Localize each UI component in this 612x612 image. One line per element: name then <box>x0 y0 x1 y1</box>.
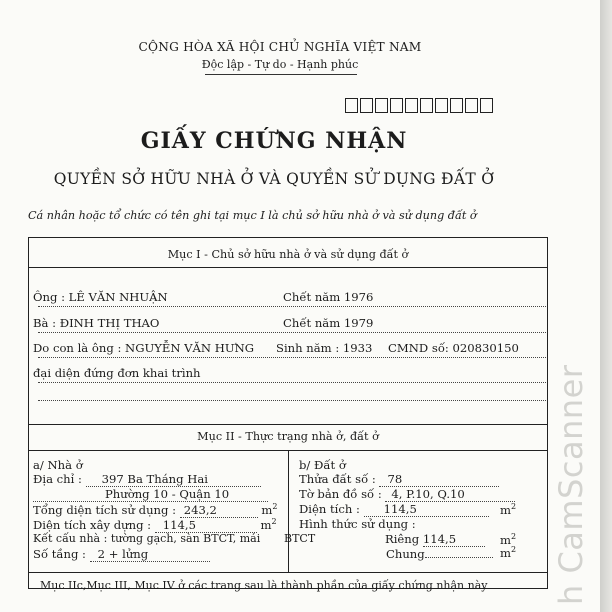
id-number: 020830150 <box>452 341 519 355</box>
total-area-row <box>33 502 278 518</box>
section1-title: Mục I - Chủ sở hữu nhà ở và sử dụng đất ở <box>167 248 409 261</box>
representative-birth <box>276 341 372 355</box>
owner1-row <box>33 290 168 304</box>
dotted-line <box>38 400 546 401</box>
owner1-label: Ông : <box>33 290 69 304</box>
land-area-value: 114,5 <box>383 502 417 516</box>
section1-divider <box>28 267 548 268</box>
owner1-death-year: 1976 <box>343 290 374 304</box>
unit-sup: 2 <box>511 502 517 511</box>
representative-label: Do con là ông : <box>33 341 126 355</box>
certificate-title: GIẤY CHỨNG NHẬN <box>140 128 408 154</box>
build-area-row <box>33 517 277 533</box>
serial-number-boxes <box>345 98 495 113</box>
unit-sup: 2 <box>272 502 278 511</box>
floors-value: 2 + lửng <box>97 547 149 561</box>
unit-m: m <box>500 502 511 517</box>
unit-sup: 2 <box>511 545 517 554</box>
owner2-row <box>33 316 159 330</box>
total-area-label: Tổng diện tích sử dụng : <box>33 502 180 517</box>
owner2-name: ĐINH THỊ THAO <box>59 316 160 330</box>
structure-label: Kết cấu nhà : <box>33 532 111 545</box>
section2-title: Mục II - Thực trạng nhà ở, đất ở <box>197 430 379 443</box>
floors-label: Số tầng : <box>33 547 90 561</box>
land-area-row <box>299 502 489 517</box>
shared-row <box>386 547 493 561</box>
id-label: CMND số: <box>388 341 453 355</box>
map-label: Tờ bản đồ số : <box>299 487 386 501</box>
total-area-value: 243,2 <box>183 502 217 517</box>
structure-cont: BTCT <box>284 532 316 545</box>
page-edge <box>600 0 612 612</box>
dotted-line <box>38 357 546 358</box>
birth-label: Sinh năm : <box>276 341 343 355</box>
owner1-death-label: Chết năm <box>283 290 344 304</box>
unit-m: m <box>500 545 511 560</box>
owner2-death-label: Chết năm <box>283 316 344 330</box>
intro-text: Cá nhân hoặc tổ chức có tên ghi tại mục I là chủ sở hữu nhà ở và sử dụng đất ở <box>28 209 477 222</box>
shared-label: Chung <box>386 547 425 561</box>
shared-unit <box>500 545 516 560</box>
private-value: 114,5 <box>422 532 457 546</box>
owner2-death <box>283 316 373 330</box>
country-header: CỘNG HÒA XÃ HỘI CHỦ NGHĨA VIỆT NAM <box>138 40 422 54</box>
address-row2 <box>33 487 268 502</box>
build-area-label: Diện tích xây dựng : <box>33 517 155 532</box>
representative-row <box>33 341 254 355</box>
dotted-line <box>38 306 546 307</box>
land-area-label: Diện tích : <box>299 502 364 516</box>
structure-row <box>33 532 260 545</box>
address-line1: 397 Ba Tháng Hai <box>101 472 208 486</box>
floors-row <box>33 547 210 562</box>
unit-sup: 2 <box>271 517 277 526</box>
owner1-name: LÊ VĂN NHUẬN <box>68 290 168 304</box>
land-heading: b/ Đất ở <box>299 458 346 472</box>
map-row <box>299 487 515 502</box>
structure-value: tường gạch, sàn BTCT, mái <box>110 532 261 545</box>
dotted-line <box>38 382 546 383</box>
section2-divider-top <box>28 424 548 425</box>
birth-year: 1933 <box>342 341 373 355</box>
unit-sup: 2 <box>511 532 517 541</box>
certificate-subtitle: QUYỀN SỞ HỮU NHÀ Ở VÀ QUYỀN SỬ DỤNG ĐẤT Ở <box>53 170 495 188</box>
owner2-death-year: 1979 <box>343 316 374 330</box>
camscanner-watermark: h CamScanner <box>552 364 590 605</box>
column-divider <box>288 450 289 572</box>
motto: Độc lập - Tự do - Hạnh phúc <box>201 58 359 71</box>
representative-id <box>388 341 519 355</box>
private-row <box>385 532 485 547</box>
parcel-value: 78 <box>387 472 403 486</box>
unit-m: m <box>260 517 272 532</box>
dotted-line <box>38 332 546 333</box>
representative-name: NGUYỄN VĂN HƯNG <box>125 341 255 355</box>
address-line2: Phường 10 - Quận 10 <box>105 487 230 501</box>
footer-divider <box>28 572 548 573</box>
address-row <box>33 472 261 487</box>
unit-m: m <box>500 532 511 547</box>
owner2-label: Bà : <box>33 316 60 330</box>
map-value: 4, P.10, Q.10 <box>391 487 465 501</box>
parcel-row <box>299 472 499 487</box>
land-area-unit <box>500 502 516 517</box>
unit-m: m <box>261 502 273 517</box>
house-heading: a/ Nhà ở <box>33 458 83 472</box>
owner1-death <box>283 290 373 304</box>
usage-row: Hình thức sử dụng : <box>299 517 416 531</box>
build-area-value: 114,5 <box>162 517 196 532</box>
address-label: Địa chỉ : <box>33 472 86 486</box>
parcel-label: Thửa đất số : <box>299 472 380 486</box>
representative-note: đại diện đứng đơn khai trình <box>33 366 201 380</box>
footer-note: Mục IIc,Mục III, Mục IV ở các trang sau là thành phần của giấy chứng nhận này <box>40 579 488 592</box>
motto-underline <box>205 74 357 75</box>
private-label: Riêng <box>385 532 423 546</box>
